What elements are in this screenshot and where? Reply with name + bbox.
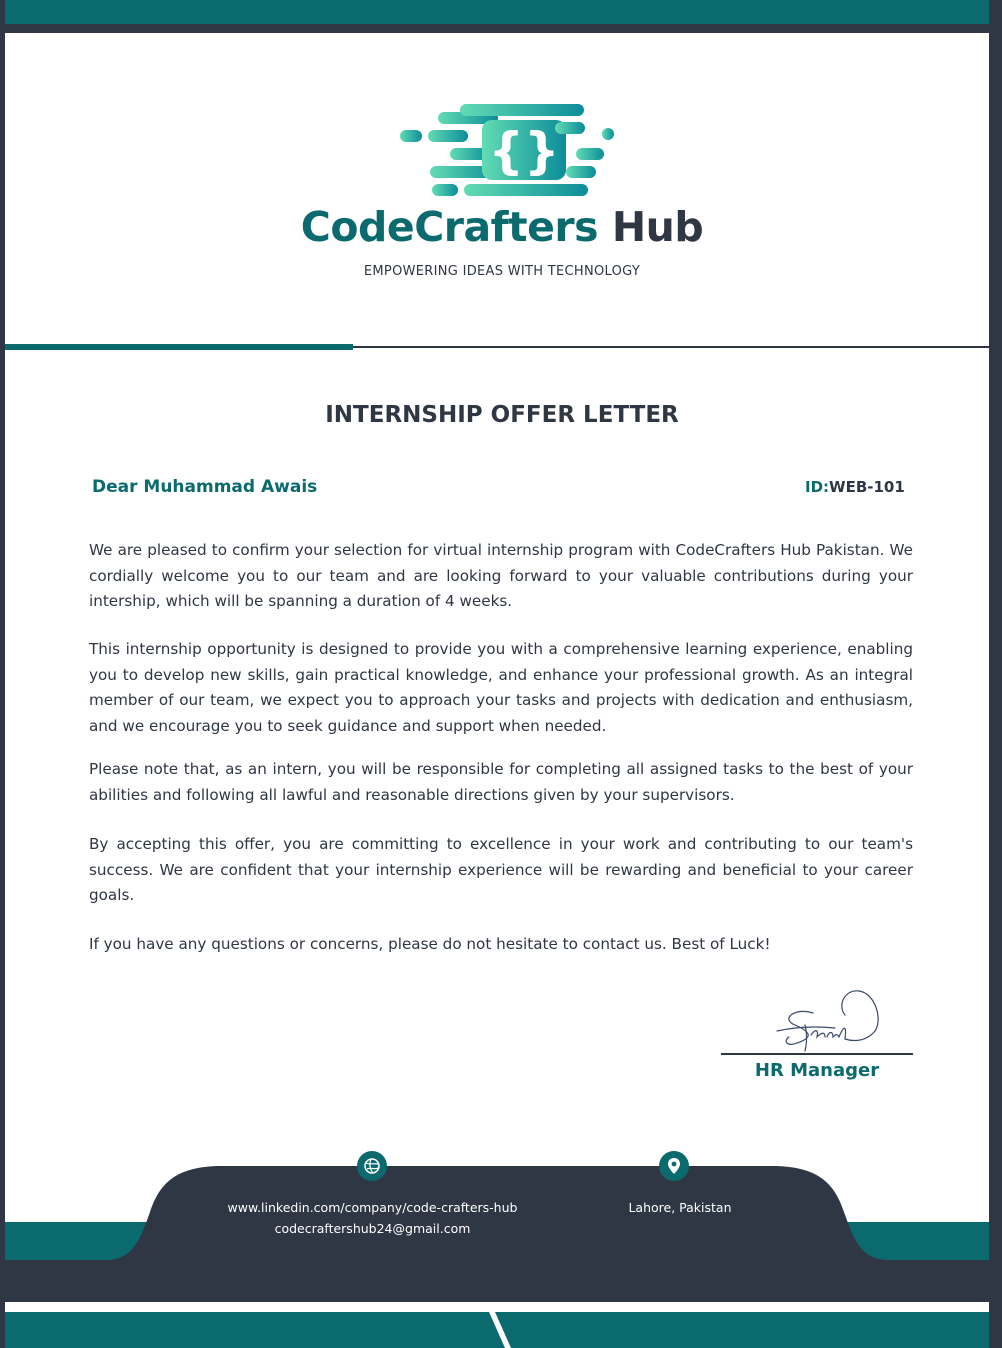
logo-braces-text: {} [488, 122, 560, 180]
id-value: WEB-101 [829, 478, 905, 496]
brand-name-part2: Hub [611, 203, 704, 251]
paragraph-2: This internship opportunity is designed to provide you with a comprehensive learning experience, enabling you to develop new skills, gain practical knowledge, and enhance your professional growth. As an integral member of our team, we expect you to approach your tasks and projects with dedication and enthusiasm, and we encourage you to seek guidance and support when needed. [89, 640, 913, 735]
brand-name-part1: CodeCrafters [300, 203, 599, 251]
signatory-role: HR Manager [754, 1060, 880, 1081]
divider-dark [353, 346, 989, 348]
footer-linkedin-link[interactable]: www.linkedin.com/company/code-crafters-hub [227, 1200, 518, 1215]
signature-line [721, 1053, 913, 1055]
paragraph-1: We are pleased to confirm your selection for virtual internship program with CodeCrafters Hub Pakistan. We cordially welcome you to our team and are looking forward to your valuable contributions during your intership, which will be spanning a duration of 4 weeks. [89, 541, 913, 611]
globe-icon [357, 1151, 387, 1181]
handwritten-signature [775, 985, 885, 1055]
footer-location: Lahore, Pakistan [628, 1200, 732, 1215]
location-pin-icon [659, 1151, 689, 1181]
paragraph-5: If you have any questions or concerns, please do not hesitate to contact us. Best of Luck! [89, 935, 771, 953]
intern-id [805, 478, 905, 496]
id-label: ID: [805, 478, 830, 496]
top-teal-band [5, 0, 989, 24]
offer-letter-page [5, 0, 989, 1348]
top-dark-band [5, 24, 989, 33]
letter-title: INTERNSHIP OFFER LETTER [325, 402, 679, 428]
greeting: Dear Muhammad Awais [92, 477, 318, 497]
divider-teal [5, 344, 353, 350]
brand-name [5, 203, 989, 251]
footer-email-link[interactable]: codecraftershub24@gmail.com [274, 1221, 471, 1236]
footer-band [5, 1150, 989, 1348]
codecrafters-logo-icon [390, 100, 620, 200]
tagline: EMPOWERING IDEAS WITH TECHNOLOGY [363, 264, 641, 279]
paragraph-3: Please note that, as an intern, you will be responsible for completing all assigned tasks to the best of your abilities and following all lawful and reasonable directions given by your supervisors. [89, 760, 913, 804]
paragraph-4: By accepting this offer, you are committing to excellence in your work and contributing to our team's success. We are confident that your internship experience will be rewarding and beneficial to your career goals. [89, 835, 913, 905]
